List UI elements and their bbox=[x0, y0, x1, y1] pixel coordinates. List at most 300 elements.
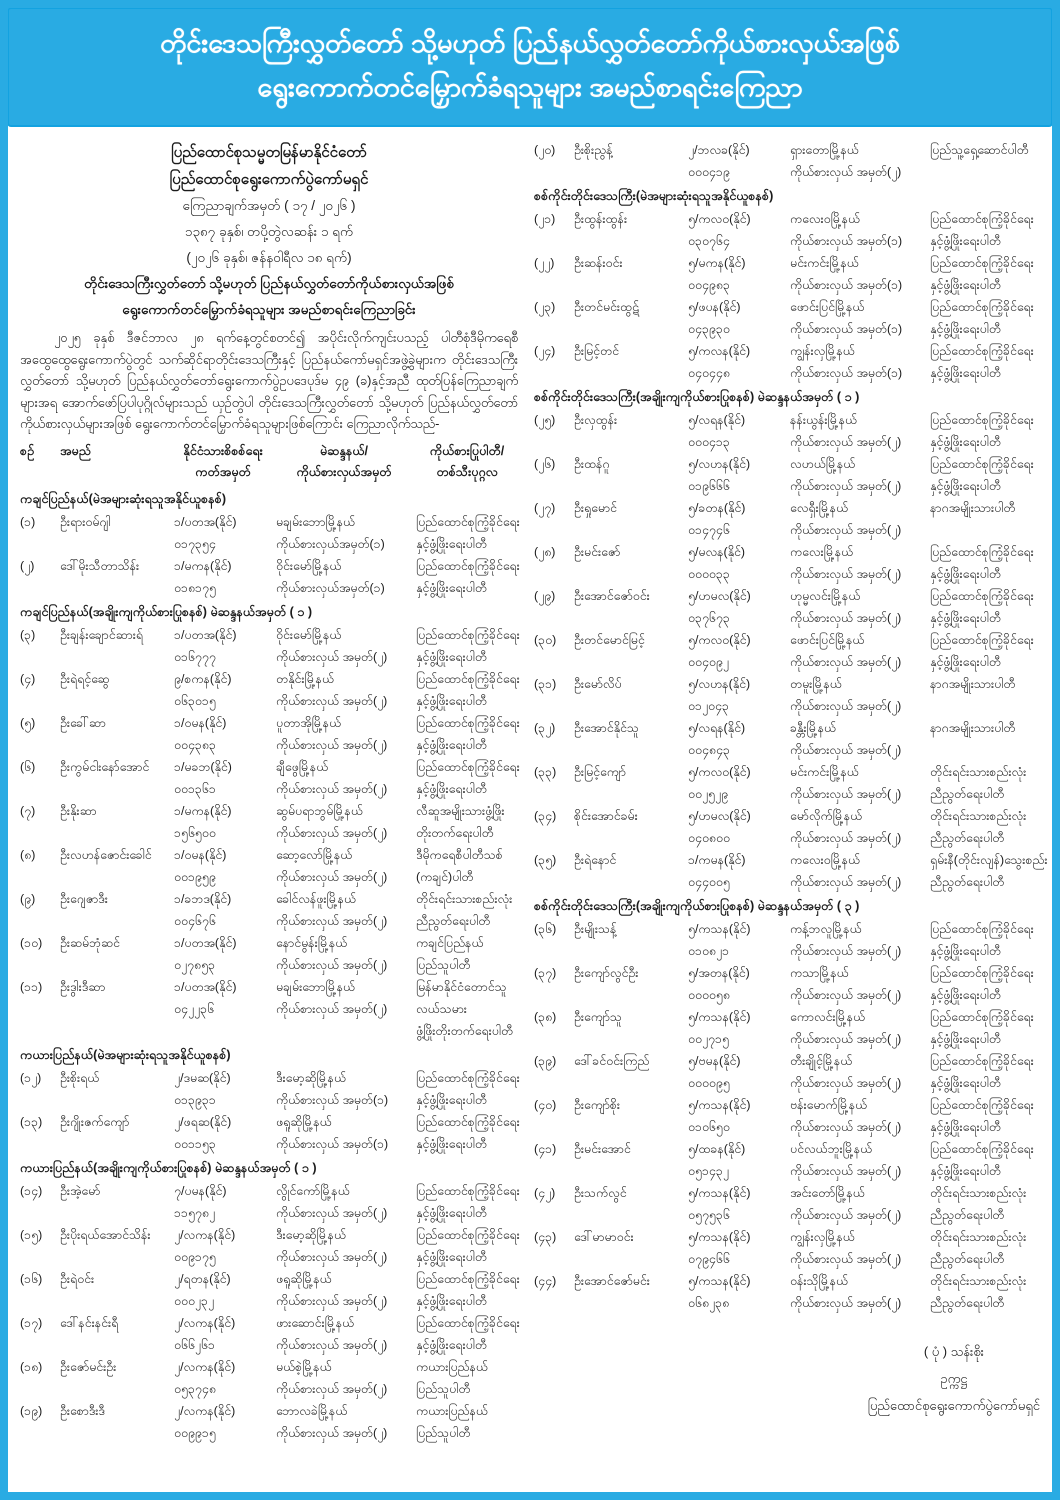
party-line-2: နှင့်ဖွံ့ဖြိုးရေးပါတီ bbox=[416, 1136, 487, 1151]
constituency bbox=[276, 756, 412, 800]
nrc-line-2: ၀၀၀၄၁၉ bbox=[688, 165, 730, 179]
candidate-row bbox=[534, 1006, 1042, 1050]
party bbox=[930, 962, 1042, 1006]
candidate-name: ဦးချန်းချောင်ဆားရ် bbox=[60, 627, 143, 642]
constituency-line-1: ပင်လယ်ဘူးမြို့နယ် bbox=[790, 1142, 873, 1156]
constituency bbox=[276, 1356, 412, 1400]
candidate-row bbox=[534, 252, 1042, 296]
constituency-line-1: နောင်မွန်းမြို့နယ် bbox=[276, 935, 348, 950]
row-number: (၆) bbox=[20, 759, 36, 774]
nrc-line-1: ၅/အတန(နိုင်) bbox=[688, 966, 750, 980]
constituency bbox=[790, 805, 926, 849]
party-line-2: နှင့်ဖွံ့ဖြိုးရေးပါတီ bbox=[930, 322, 1001, 336]
nrc-line-2: ၀၁၉၆၆၆ bbox=[688, 479, 730, 493]
party-line-1: ပြည်ထောင်စုကြံ့ခိုင်ရေး bbox=[930, 922, 1034, 936]
constituency bbox=[276, 800, 412, 844]
party-line-2: နှင့်ဖွံ့ဖြိုးရေးပါတီ bbox=[930, 366, 1001, 380]
party-line-2: နှင့်ဖွံ့ဖြိုးရေးပါတီ bbox=[416, 1293, 487, 1308]
nrc-number bbox=[688, 761, 786, 805]
commission-title: ပြည်ထောင်စုရွေးကောက်ပွဲကော်မရှင် bbox=[169, 171, 369, 188]
constituency-line-1: ကျွန်းလှမြို့နယ် bbox=[790, 344, 855, 358]
constituency bbox=[790, 497, 926, 541]
party bbox=[930, 673, 1042, 717]
party-line-2: နှင့်ဖွံ့ဖြိုးရေးပါတီ bbox=[416, 1205, 487, 1220]
row-number: (၄၂) bbox=[534, 1186, 556, 1200]
constituency-line-1: ဖရူဆိုမြို့နယ် bbox=[276, 1271, 332, 1286]
nrc-number bbox=[174, 1356, 272, 1400]
nrc-line-2: ၀၀၂၇၁၅ bbox=[688, 1032, 729, 1046]
candidate-row bbox=[534, 541, 1042, 585]
row-number: (၄၁) bbox=[534, 1142, 557, 1156]
party-line-2: ညီညွတ်ရေးပါတီ bbox=[930, 1252, 1005, 1266]
section-title: စစ်ကိုင်းတိုင်းဒေသကြီး(မဲအများဆုံးရသူအနိုင်ယူစနစ်) bbox=[534, 189, 774, 203]
constituency-line-2: ကိုယ်စားလှယ် အမှတ်(၂) bbox=[790, 435, 902, 449]
nrc-line-2: ၀၂၇၈၅၃ bbox=[174, 957, 216, 972]
nrc-number bbox=[174, 1111, 272, 1155]
constituency-line-2: ကိုယ်စားလှယ် အမှတ်(၁) bbox=[276, 1092, 389, 1107]
constituency bbox=[790, 673, 926, 717]
nrc-number bbox=[174, 668, 272, 712]
nrc-number bbox=[174, 624, 272, 668]
constituency bbox=[276, 844, 412, 888]
constituency-line-2: ကိုယ်စားလှယ် အမှတ်(၂) bbox=[276, 825, 388, 840]
constituency-line-1: ဝိုင်းမော်မြို့နယ် bbox=[276, 558, 342, 573]
two-column-body bbox=[8, 135, 1052, 1444]
constituency-line-1: ဆွမ်ပရာဘွမ်မြို့နယ် bbox=[276, 803, 363, 818]
candidate-name: ဦးရှုမောင် bbox=[574, 501, 617, 515]
candidate-row bbox=[534, 1226, 1042, 1270]
nrc-number bbox=[688, 139, 786, 183]
subject-line-1: တိုင်းဒေသကြီးလွှတ်တော် သို့မဟုတ် ပြည်နယ်လွှတ်တော်ကိုယ်စားလှယ်အဖြစ် bbox=[84, 276, 454, 291]
row-number: (၂၃) bbox=[534, 300, 556, 314]
party bbox=[930, 1182, 1042, 1226]
constituency bbox=[276, 511, 412, 555]
nrc-number bbox=[688, 585, 786, 629]
party-line-2: နှင့်ဖွံ့ဖြိုးရေးပါတီ bbox=[416, 1337, 487, 1352]
nrc-number bbox=[174, 1067, 272, 1111]
party-line-1: ပြည်ထောင်စုကြံ့ခိုင်ရေး bbox=[416, 1183, 520, 1198]
constituency-line-1: ဗန်းမောက်မြို့နယ် bbox=[790, 1098, 868, 1112]
party-line-1: ပြည်ထောင်စုကြံ့ခိုင်ရေး bbox=[930, 1054, 1034, 1068]
candidate-row bbox=[534, 296, 1042, 340]
constituency bbox=[276, 1067, 412, 1111]
constituency-line-1: ဖားဆောင်းမြို့နယ် bbox=[276, 1315, 355, 1330]
nrc-line-1: ၁/ဝမန(နိုင်) bbox=[174, 715, 227, 730]
constituency-line-2: ကိုယ်စားလှယ် အမှတ်(၂) bbox=[790, 1164, 902, 1178]
party-line-1: လီဆူအမျိုးသားဖွံ့ဖြိုး bbox=[416, 803, 505, 818]
party bbox=[416, 1224, 520, 1268]
nrc-line-2: ၀၇၉၄၆၆ bbox=[688, 1252, 730, 1266]
candidate-name: ဦးဒွါးဒီဆာ bbox=[60, 979, 106, 994]
constituency-line-2: ကိုယ်စားလှယ်အမှတ်(၁) bbox=[276, 580, 385, 595]
row-number: (၃၃) bbox=[534, 765, 557, 779]
party-line-1: ပြည်ထောင်စုကြံ့ခိုင်ရေး bbox=[416, 558, 520, 573]
nrc-line-1: ၅/ဗမန(နိုင်) bbox=[688, 1054, 741, 1068]
party-line-2: (ကချင်)ပါတီ bbox=[416, 869, 474, 884]
candidate-name: ဒေါ်မာမာဝင်း bbox=[574, 1230, 634, 1244]
constituency bbox=[276, 624, 412, 668]
constituency bbox=[790, 1094, 926, 1138]
constituency bbox=[276, 712, 412, 756]
party-line-1: တိုင်းရင်းသားစည်းလုံး bbox=[930, 1186, 1027, 1200]
candidate-name: ဦးရားဝမ်ဂျါ bbox=[60, 514, 111, 529]
constituency bbox=[790, 1182, 926, 1226]
nrc-line-2: ၀၅၃၇၄၈ bbox=[174, 1381, 216, 1396]
nrc-line-2: ၀၁၀၆၅၀ bbox=[688, 1120, 730, 1134]
party bbox=[930, 340, 1042, 384]
party-line-1: ပြည်ထောင်စုကြံ့ခိုင်ရေး bbox=[930, 457, 1034, 471]
constituency-line-1: ခေါင်လန်ဖူးမြို့နယ် bbox=[276, 891, 356, 906]
nrc-line-1: ၅/ကသန(နိုင်) bbox=[688, 922, 751, 936]
constituency bbox=[790, 139, 926, 183]
constituency-line-1: ဒီးမော့ဆိုမြို့နယ် bbox=[276, 1070, 347, 1085]
party bbox=[930, 139, 1042, 183]
constituency-line-1: ကောလင်းမြို့နယ် bbox=[790, 1010, 866, 1024]
constituency bbox=[276, 1224, 412, 1268]
party-line-2: ပြည်သူပါတီ bbox=[416, 1425, 471, 1440]
party-line-2: ညီညွတ်ရေးပါတီ bbox=[930, 1208, 1005, 1222]
nrc-number bbox=[688, 252, 786, 296]
party-line-2: နှင့်ဖွံ့ဖြိုးရေးပါတီ bbox=[930, 567, 1001, 581]
candidate-name: ဦးတင်မောင်မြင့် bbox=[574, 633, 645, 647]
party bbox=[930, 497, 1042, 541]
constituency bbox=[790, 1270, 926, 1314]
constituency-line-1: ကျွန်းလှမြို့နယ် bbox=[790, 1230, 855, 1244]
nrc-line-2: ၀၀၉၁၇၅ bbox=[174, 1249, 216, 1264]
header-party-line-1: ကိုယ်စားပြုပါတီ/ bbox=[429, 443, 505, 458]
nrc-number bbox=[174, 800, 272, 844]
row-number: (၃၈) bbox=[534, 1010, 557, 1024]
constituency bbox=[790, 296, 926, 340]
header-constituency-line-1: မဲဆန္ဒနယ်/ bbox=[319, 443, 369, 458]
right-sections bbox=[534, 139, 1048, 1314]
row-number: (၄၀) bbox=[534, 1098, 557, 1112]
constituency-line-2: ကိုယ်စားလှယ် အမှတ်(၂) bbox=[276, 869, 388, 884]
constituency bbox=[276, 976, 412, 1042]
header-party-line-2: တစ်သီးပုဂ္ဂလ bbox=[436, 464, 498, 479]
nrc-line-1: ၁/မကန(နိုင်) bbox=[174, 803, 232, 818]
constituency-line-2: ကိုယ်စားလှယ် အမှတ်(၂) bbox=[276, 649, 388, 664]
constituency bbox=[276, 1268, 412, 1312]
party-line-1: ပြည်ထောင်စုကြံ့ခိုင်ရေး bbox=[930, 300, 1034, 314]
nrc-number bbox=[174, 844, 272, 888]
party bbox=[416, 511, 520, 555]
candidate-row bbox=[20, 932, 518, 976]
row-number: (၁၂) bbox=[20, 1070, 42, 1085]
constituency-line-1: မင်းကင်းမြို့နယ် bbox=[790, 256, 859, 270]
nrc-number bbox=[688, 409, 786, 453]
candidate-name: ဦးရဲဝင်း bbox=[60, 1271, 95, 1286]
constituency-line-2: ကိုယ်စားလှယ် အမှတ်(၂) bbox=[276, 1249, 388, 1264]
party bbox=[416, 1400, 518, 1444]
constituency-line-2: ကိုယ်စားလှယ် အမှတ်(၂) bbox=[790, 1296, 902, 1310]
constituency-line-1: တမူးမြို့နယ် bbox=[790, 677, 842, 691]
row-number: (၁၉) bbox=[20, 1403, 43, 1418]
candidate-name: ဒေါ်နင်းနင်းရီ bbox=[60, 1315, 119, 1330]
candidate-name: ဦးပိုးရယ်အောင်သိန်း bbox=[60, 1227, 151, 1242]
constituency-line-1: ဘောလခဲမြို့နယ် bbox=[276, 1403, 348, 1418]
candidate-name: ဒေါ်မိုးသီတာသိန်း bbox=[60, 558, 140, 573]
nrc-line-2: ၀၁၈၁၇၅ bbox=[174, 580, 216, 595]
constituency bbox=[790, 409, 926, 453]
constituency bbox=[276, 1400, 412, 1444]
constituency-line-1: ဖောင်းပြင်မြို့နယ် bbox=[790, 300, 865, 314]
nrc-line-1: ၁/ဝမန(နိုင်) bbox=[174, 847, 227, 862]
header-nrc-line-1: နိုင်ငံသားစိစစ်ရေး bbox=[183, 443, 263, 458]
row-number: (၃၇) bbox=[534, 966, 557, 980]
right-column bbox=[534, 139, 1048, 1444]
candidate-name: ဦးထွန်းထွန်း bbox=[574, 212, 628, 226]
nrc-line-2: ၀၀၄၀၉၂ bbox=[688, 655, 729, 669]
section-title: ကယားပြည်နယ်(အချိုးကျကိုယ်စားပြုစနစ်) မဲဆန္ဒနယ်အမှတ် ( ၁ ) bbox=[20, 1160, 317, 1175]
party bbox=[416, 1067, 520, 1111]
row-number: (၅) bbox=[20, 715, 36, 730]
nrc-line-2: ၀၀၁၁၅၃ bbox=[174, 1136, 216, 1151]
constituency-line-1: ဆော့လော်မြို့နယ် bbox=[276, 847, 353, 862]
party bbox=[930, 1006, 1042, 1050]
header-seq: စဉ် bbox=[20, 443, 35, 458]
constituency-line-1: လဟယ်မြို့နယ် bbox=[790, 457, 856, 471]
banner-line-2: ရွေးကောက်တင်မြှောက်ခံရသူများ အမည်စာရင်းကြေညာ bbox=[257, 72, 803, 102]
signature-name: ( ပုံ ) သန်းစိုး bbox=[923, 1344, 984, 1359]
nrc-number bbox=[174, 1400, 272, 1444]
nrc-line-2: ၀၁၂၀၄၃ bbox=[688, 699, 729, 713]
party-line-1: ပြည်ထောင်စုကြံ့ခိုင်ရေး bbox=[930, 966, 1034, 980]
candidate-row bbox=[534, 717, 1042, 761]
nrc-line-1: ၂/လကန(နိုင်) bbox=[174, 1403, 236, 1418]
party bbox=[930, 1138, 1042, 1182]
party-line-1: တိုင်းရင်းသားစည်းလုံး bbox=[930, 1230, 1027, 1244]
row-number: (၁) bbox=[20, 514, 36, 529]
nrc-number bbox=[688, 629, 786, 673]
constituency bbox=[790, 761, 926, 805]
constituency bbox=[790, 1138, 926, 1182]
nrc-line-1: ၂/လကန(နိုင်) bbox=[174, 1359, 236, 1374]
nrc-number bbox=[174, 1268, 272, 1312]
constituency-line-2: ကိုယ်စားလှယ် အမှတ်(၂) bbox=[790, 1076, 902, 1090]
constituency-line-1: ကလေးမြို့နယ် bbox=[790, 545, 854, 559]
row-number: (၃၆) bbox=[534, 922, 557, 936]
section-title: ကယားပြည်နယ်(မဲအများဆုံးရသူအနိုင်ယူစနစ်) bbox=[20, 1047, 231, 1062]
header-constituency-line-2: ကိုယ်စားလှယ်အမှတ် bbox=[296, 464, 392, 479]
candidate-name: ဦးကျော်သူ bbox=[574, 1010, 622, 1024]
nrc-number bbox=[174, 1224, 272, 1268]
candidate-row bbox=[534, 409, 1042, 453]
constituency-line-1: မယ်စဲ့မြို့နယ် bbox=[276, 1359, 332, 1374]
nrc-number bbox=[688, 1050, 786, 1094]
candidate-name: ဦးအောင်ဇော်ဝင်း bbox=[574, 589, 650, 603]
party bbox=[416, 668, 520, 712]
nrc-line-2: ၀၆၈၂၃၈ bbox=[688, 1296, 730, 1310]
constituency-line-1: လေရှီးမြို့နယ် bbox=[790, 501, 849, 515]
constituency bbox=[790, 453, 926, 497]
row-number: (၂၁) bbox=[534, 212, 556, 226]
nrc-line-1: ၅/မကန(နိုင်) bbox=[688, 256, 746, 270]
party bbox=[416, 888, 518, 932]
candidate-name: ဦးကွမ်ငါးနော်အောင် bbox=[60, 759, 150, 774]
candidate-row bbox=[20, 756, 518, 800]
candidate-row bbox=[20, 668, 518, 712]
constituency bbox=[276, 932, 412, 976]
nrc-number bbox=[688, 1138, 786, 1182]
party bbox=[930, 1226, 1042, 1270]
candidate-name: ဦးမြင့်ကျော် bbox=[574, 765, 626, 779]
party-line-2: ညီညွတ်ရေးပါတီ bbox=[930, 831, 1005, 845]
party bbox=[930, 296, 1042, 340]
candidate-row bbox=[534, 1094, 1042, 1138]
constituency-line-2: ကိုယ်စားလှယ် အမှတ်(၂) bbox=[790, 1120, 902, 1134]
constituency-line-2: ကိုယ်စားလှယ် အမှတ်(၂) bbox=[276, 1337, 388, 1352]
candidate-row bbox=[534, 453, 1042, 497]
party-line-3: ဖွံ့ဖြိုးတိုးတက်ရေးပါတီ bbox=[416, 1023, 514, 1038]
candidate-name: ဦးမင်းအောင် bbox=[574, 1142, 631, 1156]
constituency-line-1: ကသာမြို့နယ် bbox=[790, 966, 849, 980]
nrc-line-1: ၁/ခဘဒ(နိုင်) bbox=[174, 891, 232, 906]
row-number: (၈) bbox=[20, 847, 36, 862]
row-number: (၄၃) bbox=[534, 1230, 557, 1244]
candidate-row bbox=[20, 976, 518, 1042]
candidate-row bbox=[20, 1356, 518, 1400]
nrc-line-1: ၂/လကန(နိုင်) bbox=[174, 1227, 236, 1242]
candidate-row bbox=[534, 1138, 1042, 1182]
party-line-2: နှင့်ဖွံ့ဖြိုးရေးပါတီ bbox=[930, 1120, 1001, 1134]
constituency bbox=[276, 1111, 412, 1155]
signature-org: ပြည်ထောင်စုရွေးကောက်ပွဲကော်မရှင် bbox=[867, 1398, 1040, 1413]
title-banner bbox=[7, 7, 1053, 127]
row-number: (၁၇) bbox=[20, 1315, 43, 1330]
nrc-number bbox=[688, 208, 786, 252]
constituency-line-2: ကိုယ်စားလှယ် အမှတ်(၁) bbox=[790, 278, 903, 292]
nrc-line-1: ၁/ပတအ(နိုင်) bbox=[174, 935, 237, 950]
constituency-line-1: ဖရူဆိုမြို့နယ် bbox=[276, 1114, 332, 1129]
nrc-number bbox=[688, 541, 786, 585]
constituency-line-2: ကိုယ်စားလှယ် အမှတ်(၂) bbox=[790, 699, 902, 713]
constituency-line-2: ကိုယ်စားလှယ် အမှတ်(၂) bbox=[276, 737, 388, 752]
nrc-line-2: ၀၁၃၉၃၁ bbox=[174, 1092, 216, 1107]
nrc-line-2: ၀၁၆၇၇၇ bbox=[174, 649, 216, 664]
party-line-1: ပြည်ထောင်စုကြံ့ခိုင်ရေး bbox=[416, 1271, 520, 1286]
nrc-line-2: ၀၆၃၀၁၅ bbox=[174, 693, 216, 708]
nrc-line-1: ၅/ကသန(နိုင်) bbox=[688, 1098, 751, 1112]
constituency-line-1: ကလေးဝမြို့နယ် bbox=[790, 212, 861, 226]
candidate-name: ဦးဇော်မင်းဦး bbox=[60, 1359, 117, 1374]
party-line-1: ပြည်ထောင်စုကြံ့ခိုင်ရေး bbox=[416, 1315, 520, 1330]
party-line-1: ကချင်ပြည်နယ် bbox=[416, 935, 484, 950]
nrc-line-1: ၅/ကသန(နိုင်) bbox=[688, 1230, 751, 1244]
party-line-2: နှင့်ဖွံ့ဖြိုးရေးပါတီ bbox=[930, 1076, 1001, 1090]
party-line-2: နှင့်ဖွံ့ဖြိုးရေးပါတီ bbox=[930, 1032, 1001, 1046]
constituency-line-1: ခန္တီးမြို့နယ် bbox=[790, 721, 837, 735]
candidate-name: ဦးထန်ဂူ bbox=[574, 457, 610, 471]
candidate-name: ဦးလဟန်ဇောင်းခေါင် bbox=[60, 847, 152, 862]
row-number: (၃) bbox=[20, 627, 36, 642]
constituency-line-1: ဝန်းသိုမြို့နယ် bbox=[790, 1274, 849, 1288]
constituency-line-2: ကိုယ်စားလှယ် အမှတ်(၂) bbox=[790, 479, 902, 493]
constituency bbox=[790, 252, 926, 296]
constituency-line-1: မင်းကင်းမြို့နယ် bbox=[790, 765, 859, 779]
constituency bbox=[276, 888, 412, 932]
nrc-line-2: ၀၀၀၀၅၈ bbox=[688, 988, 730, 1002]
row-number: (၁၈) bbox=[20, 1359, 43, 1374]
party-line-2: နှင့်ဖွံ့ဖြိုးရေးပါတီ bbox=[416, 536, 487, 551]
banner-line-1: တိုင်းဒေသကြီးလွှတ်တော် သို့မဟုတ် ပြည်နယ်လွှတ်တော်ကိုယ်စားလှယ်အဖြစ် bbox=[160, 28, 900, 58]
row-number: (၉) bbox=[20, 891, 36, 906]
left-column bbox=[20, 139, 518, 1444]
row-number: (၄) bbox=[20, 671, 36, 686]
constituency-line-1: ဖောင်းပြင်မြို့နယ် bbox=[790, 633, 865, 647]
candidate-row bbox=[20, 1268, 518, 1312]
party-line-2: နှင့်ဖွံ့ဖြိုးရေးပါတီ bbox=[930, 435, 1001, 449]
nrc-number bbox=[174, 1180, 272, 1224]
constituency-line-2: ကိုယ်စားလှယ် အမှတ်(၂) bbox=[790, 875, 902, 889]
constituency bbox=[276, 1180, 412, 1224]
constituency-line-2: ကိုယ်စားလှယ် အမှတ်(၂) bbox=[276, 693, 388, 708]
candidate-row bbox=[20, 1111, 518, 1155]
party-line-2: ပြည်သူပါတီ bbox=[416, 957, 471, 972]
candidate-name: ဦးဆမ်ဘုံဆင် bbox=[60, 935, 120, 950]
nrc-line-1: ၇/ပမန(နိုင်) bbox=[174, 1183, 227, 1198]
candidate-name: ဦးဂျေဇာဒီး bbox=[60, 891, 108, 906]
nrc-number bbox=[688, 1094, 786, 1138]
candidate-name: ဦးစိုးရယ် bbox=[60, 1070, 100, 1085]
nrc-line-1: ၂/ဒမဆ(နိုင်) bbox=[174, 1070, 231, 1085]
row-number: (၂၉) bbox=[534, 589, 556, 603]
row-number: (၂၂) bbox=[534, 256, 555, 270]
candidate-row bbox=[534, 1050, 1042, 1094]
nrc-line-1: ၅/ကလန(နိုင်) bbox=[688, 344, 751, 358]
party-line-1: တိုင်းရင်းသားစည်းလုံး bbox=[416, 891, 513, 906]
candidate-row bbox=[20, 800, 518, 844]
candidate-row bbox=[534, 629, 1042, 673]
nrc-line-1: ၁/ပတအ(နိုင်) bbox=[174, 627, 237, 642]
nrc-line-1: ၁/မကန(နိုင်) bbox=[174, 558, 232, 573]
nrc-line-2: ၀၀၀၄၁၃ bbox=[688, 435, 730, 449]
nrc-line-1: ၂/ရတန(နိုင်) bbox=[174, 1271, 231, 1286]
nrc-number bbox=[174, 712, 272, 756]
constituency bbox=[790, 918, 926, 962]
candidate-row bbox=[20, 1180, 518, 1224]
constituency-line-2: ကိုယ်စားလှယ် အမှတ်(၂) bbox=[276, 1001, 388, 1016]
candidate-row bbox=[534, 962, 1042, 1006]
nrc-line-2: ၀၄၀၄၄၈ bbox=[688, 366, 730, 380]
party-line-2: နှင့်ဖွံ့ဖြိုးရေးပါတီ bbox=[930, 479, 1001, 493]
intro-paragraph: ၂၀၂၅ ခုနှစ် ဒီဇင်ဘာလ ၂၈ ရက်နေ့တွင်စတင်၍ အပိုင်းလိုက်ကျင်းပသည့် ပါတီစုံဒီမိုကရေစီ အထွေထွေရွေးကောက်ပွဲတွင် သက်ဆိုင်ရာတိုင်းဒေသကြီးနှင့် ပြည်နယ်ကော်မရှင်အဖွဲ့ခွဲများက တိုင်းဒေသကြီးလွှတ်တော် သို့မဟုတ် ပြည်နယ်လွှတ်တော်ရွေးကောက်ပွဲဥပဒေပုဒ်မ ၄၉ (ခ)နှင့်အညီ ထုတ်ပြန်ကြေညာချက်များအရ အောက်ဖော်ပြပါပုဂ္ဂိုလ်များသည် ယှဉ်တွဲပါ တိုင်းဒေသကြီးလွှတ်တော် သို့မဟုတ် ပြည်နယ်လွှတ်တော်ကိုယ်စားလှယ်များအဖြစ် ရွေးကောက်တင်မြှောက်ခံရသူများဖြစ်ကြောင်း ကြေညာလိုက်သည်- bbox=[20, 330, 518, 431]
candidate-row bbox=[20, 624, 518, 668]
party-line-2: ညီညွတ်ရေးပါတီ bbox=[416, 913, 491, 928]
constituency-line-2: ကိုယ်စားလှယ် အမှတ်(၂) bbox=[790, 944, 902, 958]
party-line-1: နာဂအမျိုးသားပါတီ bbox=[930, 501, 1016, 515]
nrc-number bbox=[688, 1006, 786, 1050]
candidate-row bbox=[534, 918, 1042, 962]
candidate-row bbox=[534, 497, 1042, 541]
row-number: (၁၅) bbox=[20, 1227, 43, 1242]
candidate-name: ဦးနိုးဆာ bbox=[60, 803, 97, 818]
header-nrc-line-2: ကတ်အမှတ် bbox=[195, 464, 251, 479]
nrc-line-2: ၀၀၀၀၉၅ bbox=[688, 1076, 730, 1090]
nrc-line-1: ၅/ကလဝ(နိုင်) bbox=[688, 212, 751, 226]
candidate-name: ဦးစိုးညွန့် bbox=[574, 143, 613, 157]
party bbox=[930, 849, 1048, 893]
candidate-row bbox=[534, 849, 1048, 893]
party-line-1: ပြည်ထောင်စုကြံ့ခိုင်ရေး bbox=[930, 1010, 1034, 1024]
nrc-line-2: ၀၄၀၈၀၀ bbox=[688, 831, 730, 845]
constituency-line-2: ကိုယ်စားလှယ် အမှတ်(၂) bbox=[790, 787, 902, 801]
nrc-line-2: ၀၄၂၂၃၆ bbox=[174, 1001, 215, 1016]
constituency-line-1: အင်းတော်မြို့နယ် bbox=[790, 1186, 865, 1200]
section-title: ကချင်ပြည်နယ်(အချိုးကျကိုယ်စားပြုစနစ်) မဲဆန္ဒနယ်အမှတ် ( ၁ ) bbox=[20, 604, 313, 619]
candidate-row bbox=[534, 1270, 1042, 1314]
constituency-line-1: ကန့်ဘလူမြို့နယ် bbox=[790, 922, 862, 936]
